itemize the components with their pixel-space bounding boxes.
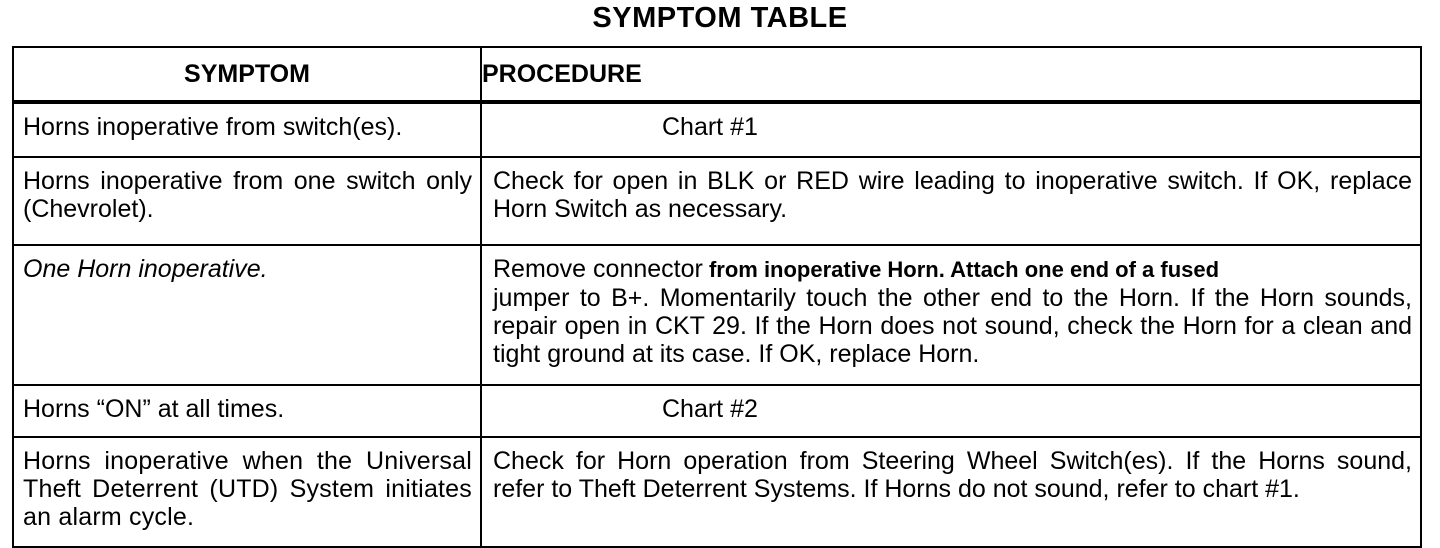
procedure-text: Check for Horn operation from Steering Wheel Switch(es). If the Horns sound, refer to Theft Deterrent Systems. If Horns do not sound, refer to chart #1. (493, 447, 1412, 503)
symptom-cell (13, 245, 481, 385)
symptom-text: One Horn inoperative. (23, 255, 268, 283)
table-row (13, 385, 1421, 437)
symptom-cell (13, 437, 481, 547)
procedure-chart-reference: Chart #1 (662, 113, 758, 141)
procedure-column-header: PROCEDURE (481, 47, 1421, 102)
procedure-text: Check for open in BLK or RED wire leading to inoperative switch. If OK, replace Horn Switch as necessary. (493, 167, 1412, 223)
symptom-text: Horns inoperative from one switch only (Chevrolet). (23, 167, 472, 223)
procedure-text-block (482, 246, 1420, 374)
procedure-lead: Remove connector (493, 255, 703, 283)
symptom-text: Horns “ON” at all times. (23, 395, 285, 423)
procedure-cell (481, 385, 1421, 437)
table-row (13, 102, 1421, 157)
symptom-cell (13, 102, 481, 157)
procedure-chart-reference: Chart #2 (662, 395, 758, 423)
symptom-text: Horns inoperative when the Universal Theft Deterrent (UTD) System initiates an alarm cycle. (23, 447, 472, 531)
procedure-first-line (493, 255, 1412, 284)
symptom-cell (13, 385, 481, 437)
table-header-row (13, 47, 1421, 102)
symptom-column-header: SYMPTOM (13, 47, 481, 102)
procedure-lead-rest: from inoperative Horn. Attach one end of a fused (702, 257, 1220, 282)
table-row (13, 157, 1421, 245)
symptom-text: Horns inoperative from switch(es). (23, 113, 403, 141)
procedure-text: jumper to B+. Momentarily touch the other end to the Horn. If the Horn sounds, repair open in CKT 29. If the Horn does not sound, check the Horn for a clean and tight ground at its case. If OK, replace Horn. (493, 284, 1412, 368)
procedure-cell (481, 437, 1421, 547)
table-row (13, 245, 1421, 385)
procedure-cell (481, 245, 1421, 385)
procedure-cell (481, 102, 1421, 157)
symptom-cell (13, 157, 481, 245)
procedure-cell (481, 157, 1421, 245)
symptom-table (12, 46, 1422, 548)
table-row (13, 437, 1421, 547)
page-title: SYMPTOM TABLE (592, 2, 848, 34)
